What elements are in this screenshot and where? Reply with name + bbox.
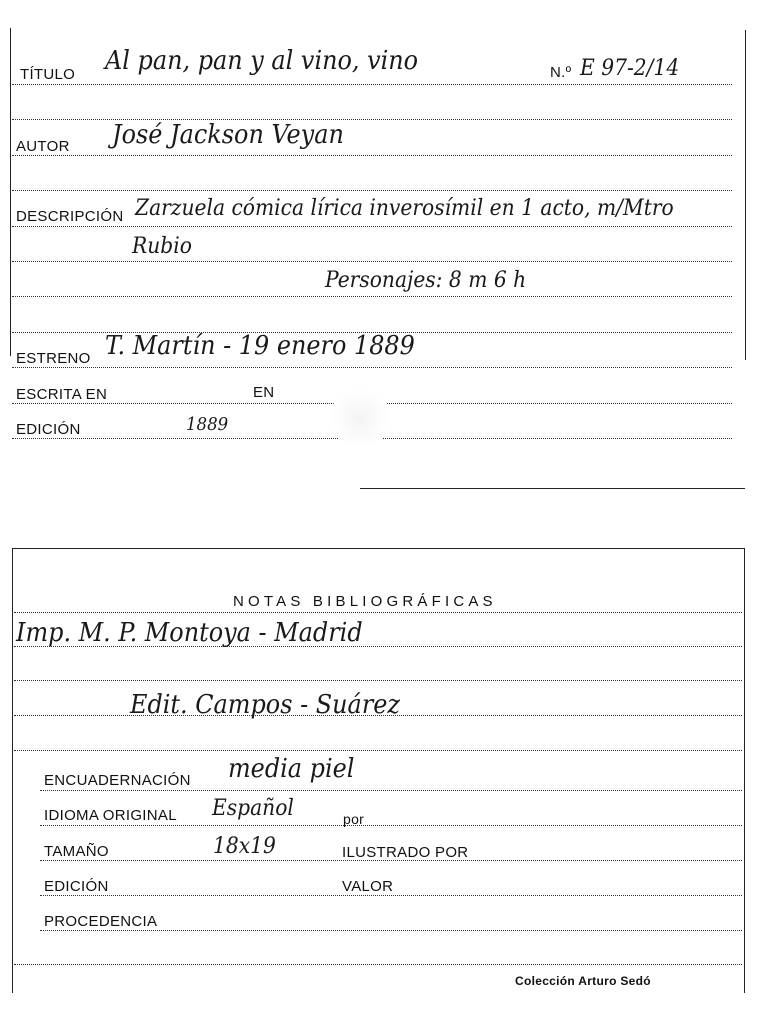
tamano-label: TAMAÑO	[44, 843, 109, 860]
edicion-label: EDICIÓN	[16, 421, 81, 438]
collection-footer: Colección Arturo Sedó	[515, 974, 651, 988]
nota-line1: Imp. M. P. Montoya - Madrid	[16, 618, 363, 648]
procedencia-label: PROCEDENCIA	[44, 913, 158, 930]
nota-line2: Edit. Campos - Suárez	[130, 690, 401, 720]
rule	[40, 790, 742, 791]
paper-blot	[330, 388, 390, 448]
descripcion-label: DESCRIPCIÓN	[16, 208, 124, 225]
rule	[14, 680, 742, 681]
idioma-label: IDIOMA ORIGINAL	[44, 807, 177, 824]
bottom-card-top-edge	[12, 548, 745, 549]
estreno-value: T. Martín - 19 enero 1889	[105, 331, 415, 361]
rule	[40, 825, 742, 826]
edicion-label: EDICIÓN	[44, 878, 109, 895]
descripcion-value-line2: Rubio	[132, 234, 192, 259]
numero-label: N.º	[550, 64, 572, 81]
descripcion-value-line3: Personajes: 8 m 6 h	[325, 268, 527, 293]
rule	[12, 84, 732, 85]
rule	[40, 930, 742, 931]
rule	[12, 155, 732, 156]
ilustrado-label: ILUSTRADO POR	[342, 844, 469, 861]
titulo-value: Al pan, pan y al vino, vino	[105, 46, 419, 76]
rule	[14, 964, 742, 965]
rule	[14, 612, 742, 613]
rule	[12, 261, 732, 262]
encuadernacion-label: ENCUADERNACIÓN	[44, 772, 191, 789]
rule	[12, 296, 732, 297]
rule	[12, 190, 732, 191]
rule	[14, 750, 742, 751]
notas-heading: NOTAS BIBLIOGRÁFICAS	[233, 593, 497, 610]
edicion-value: 1889	[186, 414, 229, 435]
bottom-card-left-edge	[12, 548, 13, 993]
encuadernacion-value: media piel	[228, 754, 355, 784]
rule	[12, 367, 732, 368]
por-label: por	[343, 811, 365, 827]
numero-value: E 97-2/14	[580, 56, 680, 81]
rule	[12, 226, 732, 227]
autor-value: José Jackson Veyan	[112, 120, 344, 150]
estreno-label: ESTRENO	[16, 350, 91, 367]
escrita-en-label: ESCRITA EN	[16, 386, 108, 403]
rule	[40, 895, 742, 896]
autor-label: AUTOR	[16, 138, 70, 155]
descripcion-value-line1: Zarzuela cómica lírica inverosímil en 1 acto, m/Mtro	[135, 196, 674, 221]
top-card-left-edge	[10, 28, 11, 356]
tamano-value: 18x19	[213, 834, 276, 859]
valor-label: VALOR	[342, 878, 394, 895]
bottom-card-right-edge	[744, 548, 745, 993]
top-card-right-edge	[745, 30, 746, 360]
titulo-label: TÍTULO	[20, 66, 76, 83]
top-card-bottom-edge	[360, 488, 745, 489]
en-label: EN	[253, 384, 275, 401]
idioma-value: Español	[212, 796, 294, 821]
